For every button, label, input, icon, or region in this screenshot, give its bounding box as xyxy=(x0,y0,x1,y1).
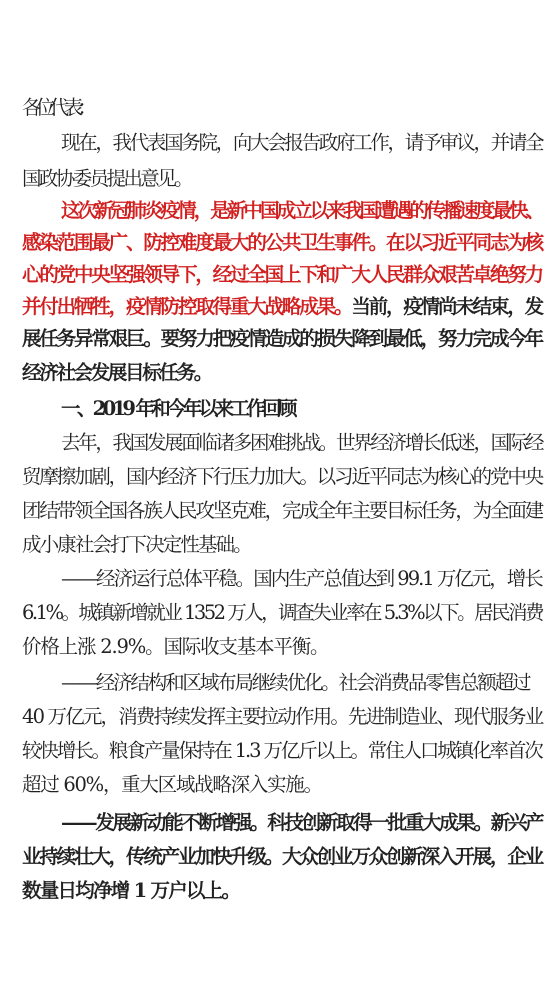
paragraph-1-line-1: 现在，我代表国务院，向大会报告政府工作，请予审议，并请全 xyxy=(61,131,543,154)
highlight-line-4-black: 当前，疫情尚未结束，发 xyxy=(351,295,543,318)
review-2-line-2: 6.1%。城镇新增就业 1352 万人，调查失业率在 5.3%以下。居民消费 xyxy=(22,601,543,624)
mixed-line-4 xyxy=(0,294,550,320)
review-2-line-3: 价格上涨 2.9%。国际收支基本平衡。 xyxy=(22,635,329,658)
review-2-line-1: ——经济运行总体平稳。国内生产总值达到 99.1 万亿元，增长 xyxy=(61,567,542,590)
highlight-line-3: 心的党中央坚强领导下，经过全国上下和广大人民群众艰苦卓绝努力 xyxy=(22,263,543,286)
review-3-line-3: 较快增长。粮食产量保持在 1.3 万亿斤以上。常住人口城镇化率首次 xyxy=(22,739,542,762)
paragraph-2-line-6: 经济社会发展目标任务。 xyxy=(22,361,211,384)
review-1-line-1: 去年，我国发展面临诸多困难挑战。世界经济增长低迷，国际经 xyxy=(61,431,543,454)
paragraph-1-line-2: 国政协委员提出意见。 xyxy=(22,167,192,190)
review-4-line-3: 数量日均净增 1 万户以上。 xyxy=(22,879,240,902)
highlight-line-4-red: 并付出牺牲，疫情防控取得重大战略成果。 xyxy=(22,295,352,318)
review-3-line-2: 40 万亿元，消费持续发挥主要拉动作用。先进制造业、现代服务业 xyxy=(22,705,543,728)
review-1-line-4: 成小康社会打下决定性基础。 xyxy=(22,533,251,556)
review-1-line-2: 贸摩擦加剧，国内经济下行压力加大。以习近平同志为核心的党中央 xyxy=(22,465,543,488)
paragraph-2-line-5: 展任务异常艰巨。要努力把疫情造成的损失降到最低，努力完成今年 xyxy=(22,327,543,350)
highlight-line-2: 感染范围最广、防控难度最大的公共卫生事件。在以习近平同志为核 xyxy=(22,231,543,254)
section-heading: 一、2019 年和今年以来工作回顾 xyxy=(61,397,294,420)
review-1-line-3: 团结带领全国各族人民攻坚克难，完成全年主要目标任务，为全面建 xyxy=(22,499,543,522)
review-4-line-2: 业持续壮大，传统产业加快升级。大众创业万众创新深入开展，企业 xyxy=(22,845,543,868)
highlight-line-1: 这次新冠肺炎疫情，是新中国成立以来我国遭遇的传播速度最快、 xyxy=(61,199,543,222)
review-4-line-1: ——发展新动能不断增强。科技创新取得一批重大成果。新兴产 xyxy=(61,811,543,834)
salutation: 各位代表： xyxy=(22,96,92,119)
review-3-line-4: 超过 60%，重大区域战略深入实施。 xyxy=(22,773,322,796)
review-3-line-1: ——经济结构和区域布局继续优化。社会消费品零售总额超过 xyxy=(61,671,530,694)
